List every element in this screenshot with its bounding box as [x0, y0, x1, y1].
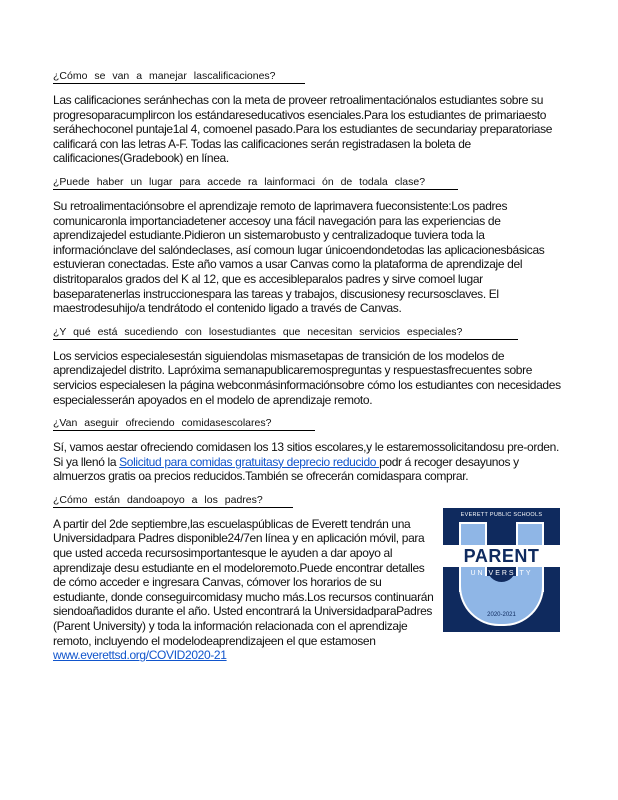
parent-university-logo: [443, 508, 560, 632]
section-class-info: [53, 172, 563, 316]
section-special-services: [53, 322, 563, 407]
question-heading: ¿Y qué está sucediendo con losestudiantes que necesitan servicios especiales?: [53, 326, 518, 340]
paragraph-text-before-link: Sí, vamos aestar ofreciendo comidasen los 13 sitios escolares,y le estaremossolicitandosu pre-orden. Si ya llenó la: [53, 440, 559, 469]
section-grades: [53, 66, 563, 166]
logo-top-text: EVERETT PUBLIC SCHOOLS: [460, 511, 543, 518]
paragraph-text: A partir del 2de septiembre,las escuelaspúblicas de Everett tendrán una Universidadpara Padres disponible24/7en línea y en aplicación móvil, para que usted acceda recursosimportantesque le ayuden a dar apoyo al aprendizaje desu estudiante en el modeloremoto.Puede encontrar detalles de cómo acceder e ingresara Canvas, cómover los horarios de su estudiante, donde conseguircomidasy mucho más.Los recursos continuarán siendoañadidos durante el año. Usted encontrará la UniversidadparaPadres (Parent University) y toda la información relacionada con el aprendizaje remoto, incluyendo el modelodeaprendizajeen el que estamosen: [53, 516, 434, 648]
logo-word: PARENT: [463, 545, 540, 566]
covid-info-link[interactable]: www.everettsd.org/COVID2020-21: [53, 648, 227, 663]
section-parent-support: [53, 490, 563, 663]
logo-sub: UNIVERSITY: [470, 569, 533, 577]
question-heading: ¿Puede haber un lugar para accede ra lainformaci ón de todala clase?: [53, 176, 458, 190]
question-heading: ¿Cómo están dandoapoyo a los padres?: [53, 494, 293, 508]
section-meals: [53, 413, 563, 484]
section-paragraph: [53, 440, 563, 484]
paragraph-text-after-link: podr á recoger desayunos y almuerzos gratis oa precios reducidos.También se ofrecerán comidaspara comprar.: [53, 454, 519, 484]
document-page: [53, 66, 563, 669]
question-heading: ¿Cómo se van a manejar lascalificaciones?: [53, 70, 305, 84]
meal-application-link[interactable]: Solicitud para comidas gratuitasy deprecio reducido: [119, 454, 380, 469]
section-paragraph: Su retroalimentaciónsobre el aprendizaje remoto de laprimavera fueconsistente:Los padres comunicaronla importanciadetener accesoy una fácil navegación para las experiencias de aprendizajedel estudiante.Pidieron un sistemarobusto y centralizadoque tuviera toda la informaciónclave del salóndeclases, así comoun lugar únicoendondetodas las aplicacionesbásicas estuvieran conectadas. Este año vamos a usar Canvas como la plataforma de aprendizaje del distritoparalos grados del K al 12, que es accesibleparalos padres y sirve comoel lugar baseparatenerlas instruccionespara las tareas y trabajos, discusionesy recursosclaves. El maestrodesuhijo/a tendrátodo el contenido ligado a través de Canvas.: [53, 198, 545, 316]
logo-year: 2020-2021: [487, 611, 516, 618]
question-heading: ¿Van aseguir ofreciendo comidasescolares?: [53, 417, 315, 431]
logo-u-bottom: [459, 576, 544, 626]
section-paragraph: Las calificaciones seránhechas con la meta de proveer retroalimentaciónalos estudiantes sobre su progresoparacumplircon los estándareseducativos esenciales.Para los estudiantes de primariaesto seráhechoconel puntaje1al 4, comoenel pasado.Para los estudiantes de secundariay preparatoriase calificará con las letras A-F. Todas las calificaciones serán registradasen la boleta de calificaciones(Gradebook) en línea.: [53, 93, 553, 166]
section-paragraph: Los servicios especialesestán siguiendolas mismasetapas de transición de los modelos de aprendizajedel distrito. Lapróxima semanapublicaremospreguntas y respuestasfrecuentes sobre servicios especialesen la página webconmásinformaciónsobre cómo los estudiantes con necesidades especialesserán apoyados en el modelo de aprendizaje remoto.: [53, 348, 561, 407]
